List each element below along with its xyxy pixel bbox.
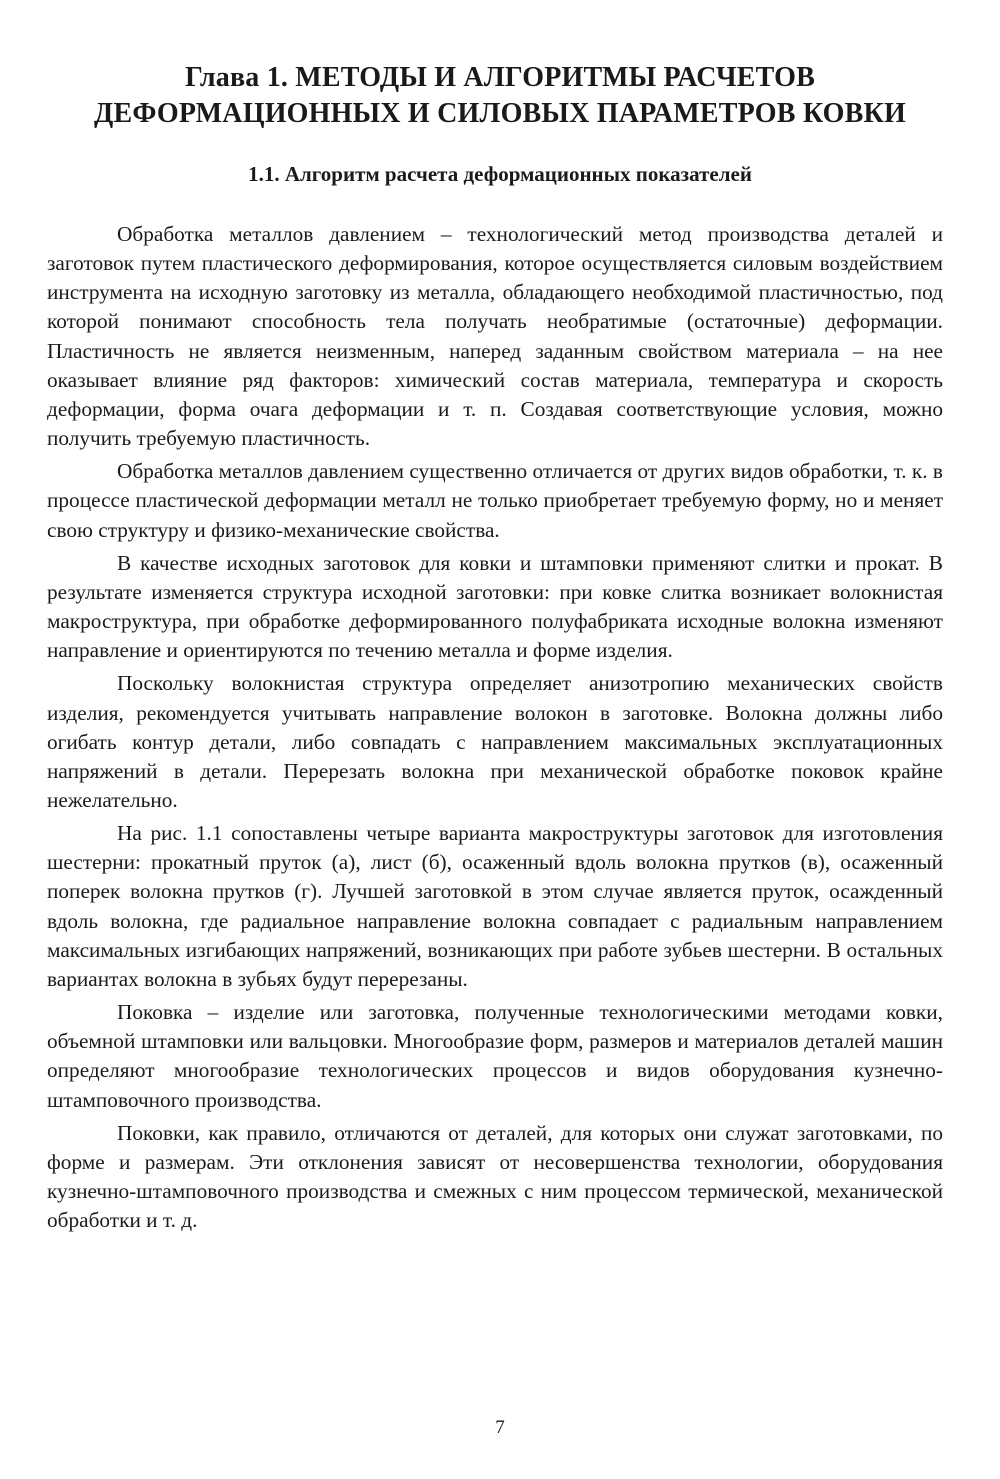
page-number: 7: [495, 1417, 505, 1438]
chapter-title-line-1: Глава 1. МЕТОДЫ И АЛГОРИТМЫ РАСЧЕТОВ: [185, 62, 815, 93]
body-text: [47, 220, 943, 1235]
section-title: 1.1. Алгоритм расчета деформационных показателей: [248, 162, 752, 186]
paragraph: Обработка металлов давлением – технологический метод производства деталей и заготовок путем пластического деформирования, которое осуществляется силовым воздействием инструмента на исходную заготовку из металла, обладающего необходимой пластичностью, под которой понимают способность тела получать необратимые (остаточные) деформации. Пластичность не является неизменным, наперед заданным свойством материала – на нее оказывает влияние ряд факторов: химический состав материала, температура и скорость деформации, форма очага деформации и т. п. Создавая соответствующие условия, можно получить требуемую пластичность.: [47, 222, 943, 451]
paragraph: Обработка металлов давлением существенно отличается от других видов обработки, т. к. в процессе пластической деформации металл не только приобретает требуемую форму, но и меняет свою структуру и физико-механические свойства.: [47, 459, 943, 542]
paragraph: Поковка – изделие или заготовка, полученные технологическими методами ковки, объемной штамповки или вальцовки. Многообразие форм, размеров и материалов деталей машин определяют многообразие технологических процессов и видов оборудования кузнечно-штамповочного производства.: [47, 1000, 943, 1112]
paragraph: На рис. 1.1 сопоставлены четыре варианта макроструктуры заготовок для изготовления шестерни: прокатный пруток (а), лист (б), осаженный вдоль волокна прутков (в), осаженный поперек волокна прутков (г). Лучшей заготовкой в этом случае является пруток, осажденный вдоль волокна, где радиальное направление волокна совпадает с радиальным направлением максимальных изгибающих напряжений, возникающих при работе зубьев шестерни. В остальных вариантах волокна в зубьях будут перерезаны.: [47, 821, 943, 991]
paragraph: Поскольку волокнистая структура определяет анизотропию механических свойств изделия, рекомендуется учитывать направление волокон в заготовке. Волокна должны либо огибать контур детали, либо совпадать с направлением максимальных эксплуатационных напряжений в детали. Перерезать волокна при механической обработке поковок крайне нежелательно.: [47, 671, 943, 812]
chapter-title-line-2: ДЕФОРМАЦИОННЫХ И СИЛОВЫХ ПАРАМЕТРОВ КОВКИ: [93, 98, 906, 129]
chapter-title: [40, 60, 960, 132]
paragraph: Поковки, как правило, отличаются от деталей, для которых они служат заготовками, по форме и размерам. Эти отклонения зависят от несовершенства технологии, оборудования кузнечно-штамповочного производства и смежных с ним процессом термической, механической обработки и т. д.: [47, 1120, 943, 1233]
paragraph: В качестве исходных заготовок для ковки и штамповки применяют слитки и прокат. В результате изменяется структура исходной заготовки: при ковке слитка возникает волокнистая макроструктура, при обработке деформированного полуфабриката исходные волокна изменяют направление и ориентируются по течению металла и форме изделия.: [47, 550, 943, 663]
